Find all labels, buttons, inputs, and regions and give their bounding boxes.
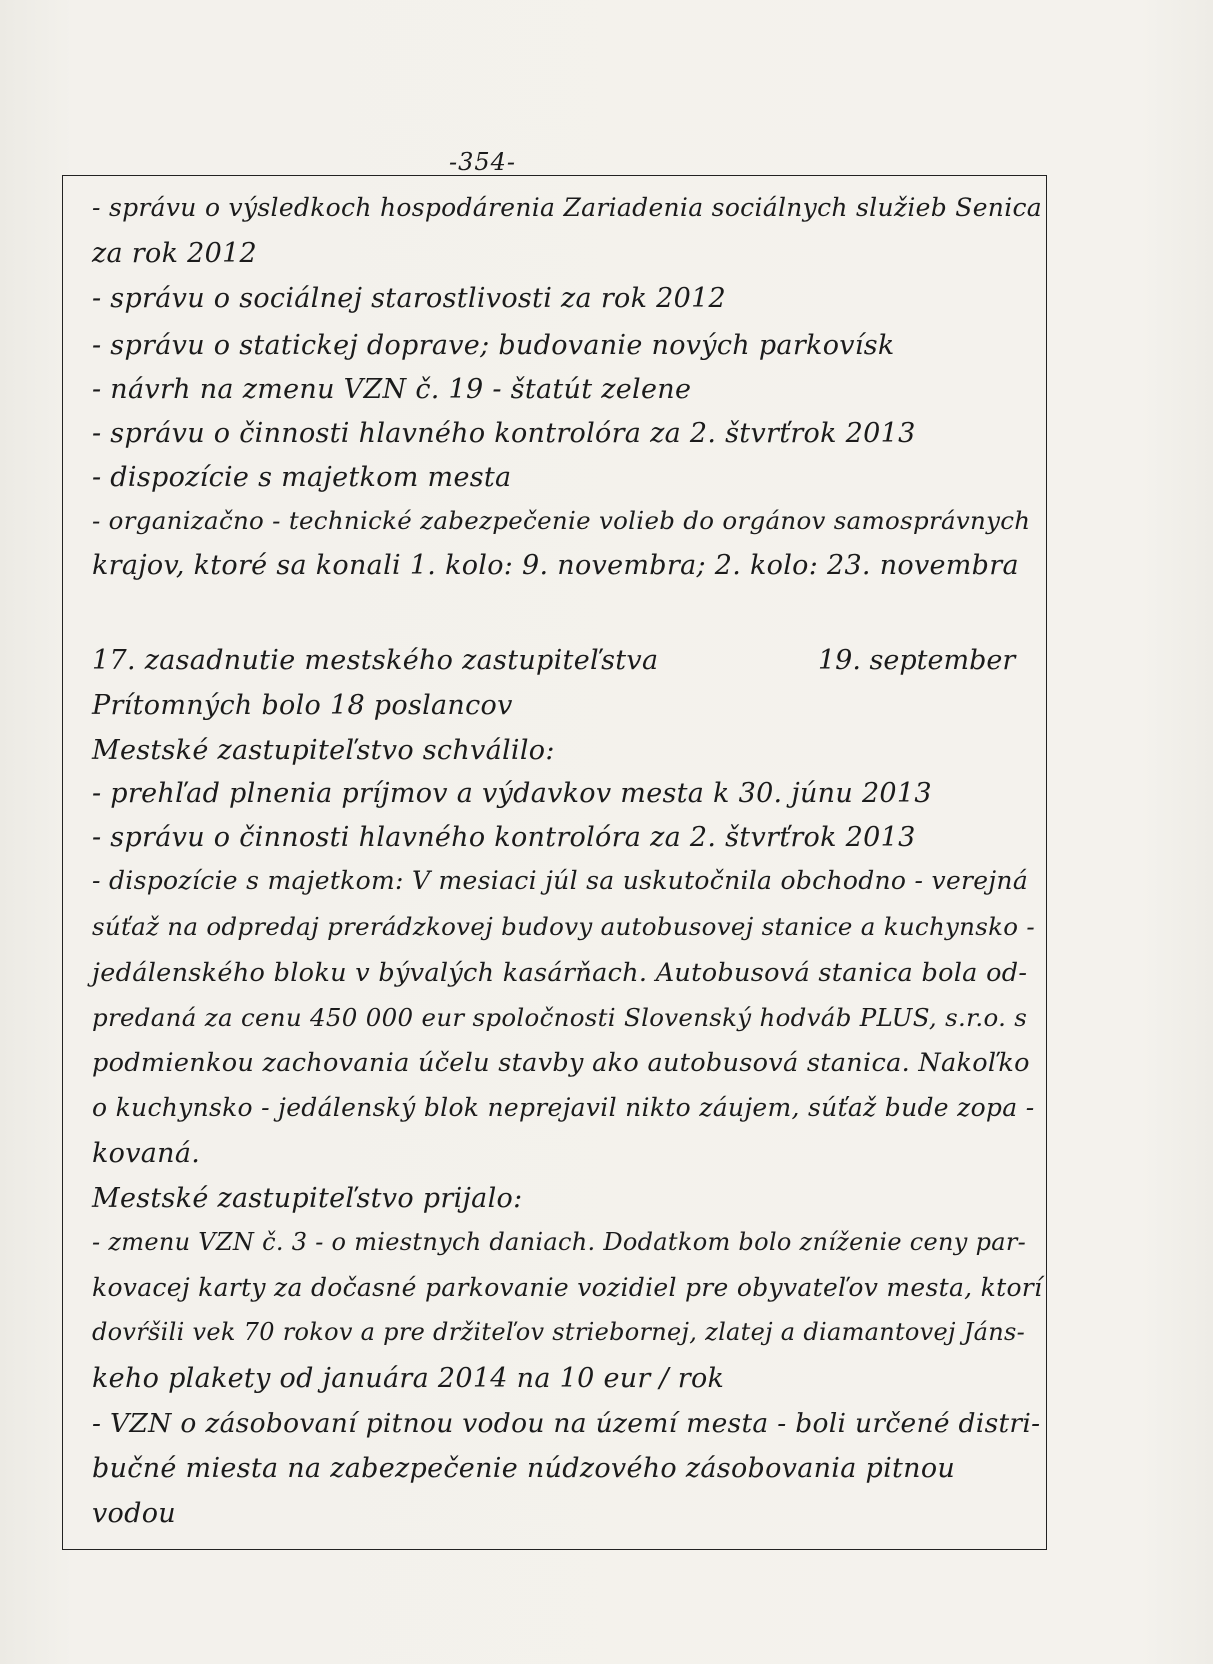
text-line: - VZN o zásobovaní pitnou vodou na území mesta - boli určené distri-: [92, 1408, 1041, 1439]
text-line: o kuchynsko - jedálenský blok neprejavil nikto záujem, súťaž bude zopa -: [92, 1093, 1035, 1122]
text-line: jedálenského bloku v bývalých kasárňach. Autobusová stanica bola od-: [92, 958, 1028, 988]
text-line: - správu o statickej doprave; budovanie nových parkovísk: [92, 330, 895, 361]
text-line: - správu o činnosti hlavného kontrolóra za 2. štvrťrok 2013: [92, 418, 916, 449]
meeting-title: 17. zasadnutie mestského zastupiteľstva: [92, 645, 659, 676]
text-line: - organizačno - technické zabezpečenie volieb do orgánov samosprávnych: [92, 506, 1031, 535]
text-line: keho plakety od januára 2014 na 10 eur / rok: [92, 1363, 725, 1394]
text-line: podmienkou zachovania účelu stavby ako autobusová stanica. Nakoľko: [92, 1048, 1030, 1078]
text-line: - správu o sociálnej starostlivosti za rok 2012: [92, 283, 727, 314]
text-line: vodou: [92, 1498, 176, 1529]
text-line: kovacej karty za dočasné parkovanie vozidiel pre obyvateľov mesta, ktorí: [92, 1273, 1043, 1302]
text-line: - dispozície s majetkom mesta: [92, 462, 512, 493]
text-line: predaná za cenu 450 000 eur spoločnosti Slovenský hodváb PLUS, s.r.o. s: [92, 1003, 1028, 1032]
adopted-heading: Mestské zastupiteľstvo prijalo:: [92, 1183, 523, 1214]
meeting-date: 19. september: [818, 645, 1016, 676]
text-line: súťaž na odpredaj prerádzkovej budovy autobusovej stanice a kuchynsko -: [92, 912, 1035, 941]
approved-heading: Mestské zastupiteľstvo schválilo:: [92, 735, 555, 766]
text-line: - správu o výsledkoch hospodárenia Zariadenia sociálnych služieb Senica: [92, 193, 1042, 222]
text-line: - prehľad plnenia príjmov a výdavkov mesta k 30. júnu 2013: [92, 778, 932, 809]
text-line: - dispozície s majetkom: V mesiaci júl sa uskutočnila obchodno - verejná: [92, 866, 1029, 895]
page-number: -354-: [449, 148, 517, 176]
text-line: bučné miesta na zabezpečenie núdzového zásobovania pitnou: [92, 1453, 956, 1484]
text-line: - zmenu VZN č. 3 - o miestnych daniach. Dodatkom bolo zníženie ceny par-: [92, 1228, 1027, 1256]
text-line: - správu o činnosti hlavného kontrolóra za 2. štvrťrok 2013: [92, 822, 916, 853]
text-line: dovŕšili vek 70 rokov a pre držiteľov striebornej, zlatej a diamantovej Jáns-: [92, 1318, 1026, 1346]
attendance: Prítomných bolo 18 poslancov: [92, 690, 513, 721]
text-line: kovaná.: [92, 1138, 201, 1169]
text-line: - návrh na zmenu VZN č. 19 - štatút zelene: [92, 374, 692, 405]
text-line: za rok 2012: [92, 238, 258, 269]
text-line: krajov, ktoré sa konali 1. kolo: 9. novembra; 2. kolo: 23. novembra: [92, 550, 1019, 581]
